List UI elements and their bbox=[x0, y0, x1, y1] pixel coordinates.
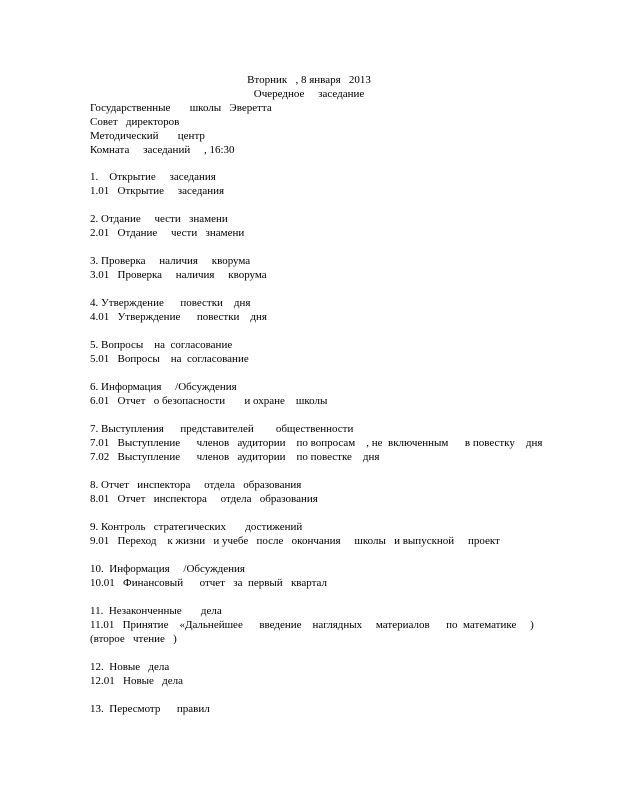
room-time: Комната заседаний , 16:30 bbox=[90, 144, 235, 156]
agenda-section bbox=[90, 520, 570, 548]
section-title: 1. Открытие заседания bbox=[90, 171, 216, 183]
document-header bbox=[0, 73, 618, 101]
agenda-section bbox=[90, 170, 570, 198]
agenda-section bbox=[90, 702, 570, 716]
agenda-list bbox=[90, 170, 570, 730]
section-title: 2. Отдание чести знамени bbox=[90, 213, 228, 225]
section-item: 4.01 Утверждение повестки дня bbox=[90, 311, 267, 323]
board-name: Совет директоров bbox=[90, 116, 180, 128]
section-title: 11. Незаконченные дела bbox=[90, 605, 222, 617]
meeting-date: Вторник , 8 января 2013 bbox=[247, 74, 371, 86]
section-title: 4. Утверждение повестки дня bbox=[90, 297, 251, 309]
section-title: 6. Информация /Обсуждения bbox=[90, 381, 237, 393]
meeting-type: Очередное заседание bbox=[253, 88, 365, 100]
section-title: 8. Отчет инспектора отдела образования bbox=[90, 479, 302, 491]
section-item: 12.01 Новые дела bbox=[90, 675, 184, 687]
agenda-section bbox=[90, 660, 570, 688]
section-item: 8.01 Отчет инспектора отдела образования bbox=[90, 493, 318, 505]
agenda-section bbox=[90, 338, 570, 366]
section-item: 9.01 Переход к жизни и учебе после окончания школы и выпускной проект bbox=[90, 535, 500, 547]
section-title: 3. Проверка наличия кворума bbox=[90, 255, 251, 267]
section-item: 5.01 Вопросы на согласование bbox=[90, 353, 249, 365]
agenda-section bbox=[90, 380, 570, 408]
section-item: 7.01 Выступление членов аудитории по вопросам , не включенным в повестку дня bbox=[90, 437, 543, 449]
section-item: 2.01 Отдание чести знамени bbox=[90, 227, 245, 239]
section-item: 6.01 Отчет о безопасности и охране школы bbox=[90, 395, 328, 407]
venue-name: Методический центр bbox=[90, 130, 205, 142]
agenda-section bbox=[90, 478, 570, 506]
agenda-section bbox=[90, 254, 570, 282]
agenda-section bbox=[90, 604, 570, 646]
agenda-section bbox=[90, 296, 570, 324]
organization-block bbox=[90, 101, 272, 157]
section-item-continuation: (второе чтение ) bbox=[90, 633, 177, 645]
agenda-section bbox=[90, 562, 570, 590]
section-title: 5. Вопросы на согласование bbox=[90, 339, 233, 351]
section-title: 12. Новые дела bbox=[90, 661, 170, 673]
section-title: 10. Информация /Обсуждения bbox=[90, 563, 245, 575]
section-item: 1.01 Открытие заседания bbox=[90, 185, 225, 197]
agenda-section bbox=[90, 212, 570, 240]
org-name: Государственные школы Эверетта bbox=[90, 102, 272, 114]
section-title: 13. Пересмотр правил bbox=[90, 703, 210, 715]
section-title: 7. Выступления представителей общественности bbox=[90, 423, 354, 435]
section-item: 3.01 Проверка наличия кворума bbox=[90, 269, 267, 281]
section-item: 11.01 Принятие «Дальнейшее введение наглядных материалов по математике ) bbox=[90, 619, 534, 631]
section-title: 9. Контроль стратегических достижений bbox=[90, 521, 303, 533]
agenda-section bbox=[90, 422, 570, 464]
section-item: 10.01 Финансовый отчет за первый квартал bbox=[90, 577, 327, 589]
section-item: 7.02 Выступление членов аудитории по повестке дня bbox=[90, 451, 380, 463]
